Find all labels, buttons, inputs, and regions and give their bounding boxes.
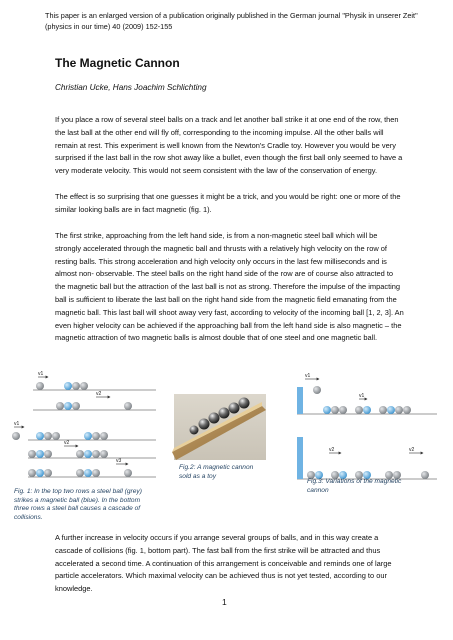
figure-3-caption: Fig.3: Variations of the magnetic cannon [307,478,402,494]
steel-ball [80,382,88,390]
steel-ball [72,402,80,410]
authors: Christian Ucke, Hans Joachim Schlichting [55,83,207,92]
steel-ball [56,402,64,410]
steel-ball [72,382,80,390]
steel-ball [44,450,52,458]
steel-ball [76,450,84,458]
magnetic-ball [323,406,331,414]
fig1-v2-bottom-label: v2 [64,440,70,446]
toy-ball [219,408,230,419]
magnetic-ball [84,450,92,458]
fig3-bottom-setup [297,437,437,479]
steel-ball [124,402,132,410]
steel-ball [92,469,100,477]
fig1-v3-label: v3 [116,458,122,464]
fig3-v2-left-label: v2 [329,447,335,453]
magnetic-ball [36,450,44,458]
figure-1-diagram [14,371,158,478]
figure-3-diagram [297,369,437,484]
header-note: This paper is an enlarged version of a publication originally published in the German journal "Physik in unserer Zeit" (physics in our time) 40 (2009) 152-155 [45,11,418,31]
steel-ball [403,406,411,414]
fig1-v1-bottom-label: v1 [14,421,20,427]
fig1-row-3 [12,421,156,440]
paragraph-1: If you place a row of several steel balls on a track and let another ball strike it at one end of the row, then the last ball at the other end will fly off, corresponding to the incoming impulse. All the other balls will remain at rest. This experiment is well known from the Newton's Cradle toy. However you would be very surprised if the last ball in the row shot away like a bullet, even though the first ball only seemed to have a very moderate velocity. This would not seem consistent with the law of the conservation of energy. [55,115,403,176]
page-number: 1 [222,597,227,607]
magnetic-ball [64,402,72,410]
steel-ball [124,469,132,477]
figure-1-caption: Fig. 1: In the top two rows a steel ball (grey) strikes a magnetic ball (blue). In the bottom three rows a steel ball causes a cascade of collisions. [14,488,142,521]
toy-ball [229,403,240,414]
toy-ball [209,413,220,424]
magnetic-ball [387,406,395,414]
magnetic-ball [36,469,44,477]
steel-ball [44,469,52,477]
fig1-row-4 [28,440,156,458]
steel-ball [92,432,100,440]
magnetic-ball [84,469,92,477]
steel-ball [395,406,403,414]
steel-ball [12,432,20,440]
steel-ball [100,450,108,458]
fig3-v1-left-label: v1 [305,373,311,379]
fig3-top-setup [297,373,437,414]
velocity-bar [297,437,303,479]
steel-ball [379,406,387,414]
fig1-row-5 [28,458,156,477]
paragraph-2: The effect is so surprising that one guesses it might be a trick, and you would be right: one or more of the similar looking balls are in fact magnetic (fig. 1). [55,192,401,214]
paper-title: The Magnetic Cannon [55,56,180,70]
velocity-bar [297,387,303,414]
steel-ball [331,406,339,414]
figure-2-photo [174,394,266,460]
steel-ball [92,450,100,458]
steel-ball [355,406,363,414]
magnetic-ball [36,432,44,440]
fig3-v2-right-label: v2 [409,447,415,453]
paragraph-4: A further increase in velocity occurs if you arrange several groups of balls, and in this way create a cascade of collisions (fig. 1, bottom part). The fast ball from the first strike will be attracted and thus accelerated a second time. A continuation of this arrangement is conceivable and reminds one of large particle accelerators. Which maximal velocity can be achieved thus is not yet tested, according to our knowledge. [55,533,392,594]
fig1-row-1 [33,371,156,390]
fig1-v1-label: v1 [38,371,44,377]
magnetic-ball [84,432,92,440]
steel-ball [76,469,84,477]
fig1-v2-label: v2 [96,391,102,397]
magnetic-ball [363,406,371,414]
fig1-row-2 [33,391,156,410]
steel-ball [421,471,429,479]
steel-ball [313,386,321,394]
steel-ball [36,382,44,390]
paragraph-3: The first strike, approaching from the left hand side, is from a non-magnetic steel ball which will be strongly accelerated through the magnetic ball and thrusts with a relatively high velocity on the row of resting balls. This strong acceleration and high velocity only occurs in the last few milliseconds and is almost non- observable. The steel balls on the right hand side of the row are of course also attracted to the magnetic ball but the attraction of the last ball is not as strong. Therefore the impulse of the impacting ball is sufficient to liberate the last ball on the right hand side from the magnetic field emanating from the magnetic ball. This last ball will shoot away very fast, according to velocity of the incoming ball [1, 2, 3]. An even higher velocity can be achieved if the approaching ball from the left hand side is also magnetic – the magnetic attraction of two magnetic balls is almost double that of one steel and one magnetic ball. [55,231,404,343]
steel-ball [339,406,347,414]
steel-ball [28,450,36,458]
toy-ball [239,398,250,409]
steel-ball [28,469,36,477]
steel-ball [52,432,60,440]
magnetic-ball [64,382,72,390]
figure-2-caption: Fig.2: A magnetic cannon sold as a toy [179,464,254,480]
steel-ball [100,432,108,440]
fig3-v1-right-label: v1 [359,393,365,399]
toy-ball [199,419,210,430]
toy-ball [190,426,199,435]
steel-ball [44,432,52,440]
